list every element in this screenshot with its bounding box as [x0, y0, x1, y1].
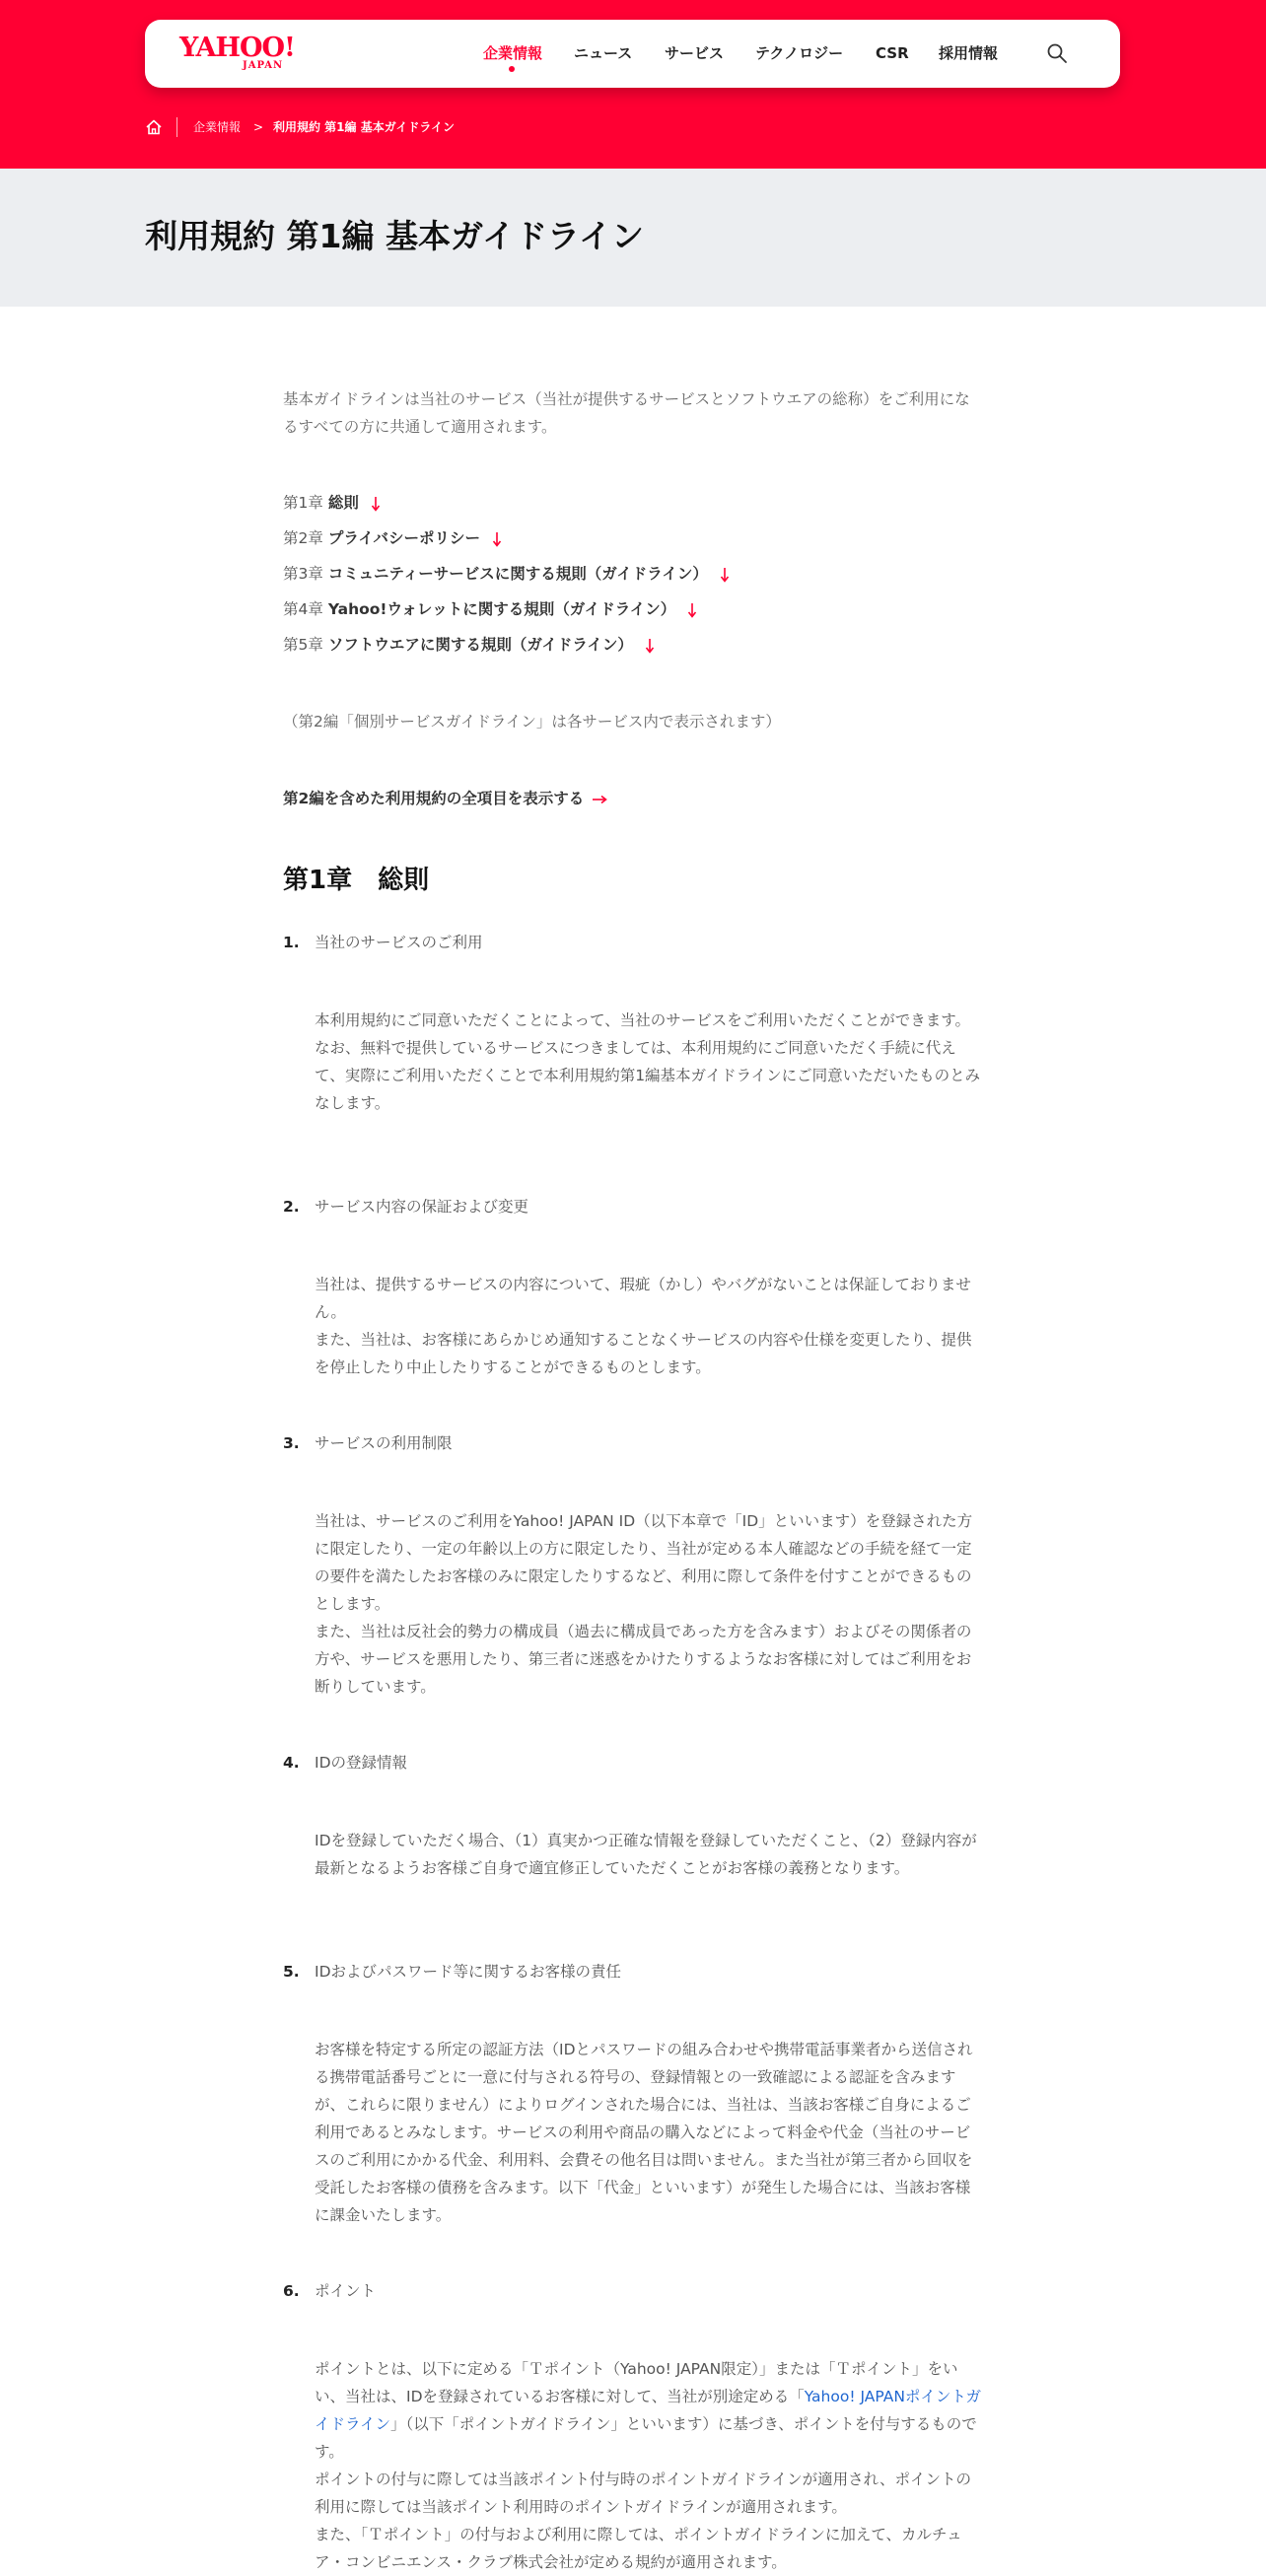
article-paragraph: お客様を特定する所定の認証方法（IDとパスワードの組み合わせや携帯電話事業者から送信される携帯電話番号ごとに一意に付与される符号の、登録情報との一致確認による認証を含みますが、これらに限りません）によりログインされた場合には、当社は、当該お客様ご自身によるご利用であるとみなします。サービスの利用や商品の購入などによって料金や代金（当社のサービスのご利用にかかる代金、利用料、会費その他名目は問いません。また当社が第三者から回収を受託したお客様の債務を含みます。以下「代金」といいます）が発生した場合には、当該お客様に課金いたします。 — [315, 2041, 973, 2224]
article-title: ポイント — [315, 2282, 377, 2300]
header-band — [0, 0, 1266, 169]
article-paragraph: 当社は、提供するサービスの内容について、瑕疵（かし）やバグがないことは保証しておりません。 — [315, 1276, 971, 1321]
toc-item-chapter-4[interactable] — [283, 598, 697, 620]
article-body — [315, 1507, 983, 1701]
article-number: 3. — [283, 1434, 300, 1452]
toc-label: コミュニティーサービスに関する規則（ガイドライン） — [327, 565, 708, 583]
nav-active-indicator — [509, 66, 515, 72]
article-paragraph: ポイントの付与に際しては当該ポイント付与時のポイントガイドラインが適用され、ポイントの利用に際しては当該ポイント利用時のポイントガイドラインが適用されます。 — [315, 2471, 972, 2516]
article-paragraph: また、当社は反社会的勢力の構成員（過去に構成員であった方を含みます）およびその関係者の方や、サービスを悪用したり、第三者に迷惑をかけたりするようなお客様に対してはご利用をお断りしています。 — [315, 1623, 972, 1696]
show-all-label: 第2編を含めた利用規約の全項目を表示する — [283, 790, 585, 807]
toc-label: ソフトウエアに関する規則（ガイドライン） — [327, 636, 633, 654]
home-icon[interactable] — [145, 118, 163, 136]
search-icon[interactable] — [1045, 41, 1069, 65]
article-body — [315, 2355, 983, 2576]
article-paragraph — [315, 2355, 983, 2466]
page-title: 利用規約 第1編 基本ガイドライン — [145, 217, 644, 255]
arrow-down-icon — [492, 531, 502, 547]
toc-label: Yahoo!ウォレットに関する規則（ガイドライン） — [327, 600, 676, 618]
article-title: 当社のサービスのご利用 — [315, 934, 483, 951]
chapter-1-heading: 第1章 総則 — [283, 866, 430, 895]
article-paragraph: 本利用規約にご同意いただくことによって、当社のサービスをご利用いただくことができます。 — [315, 1011, 970, 1029]
article-title: IDの登録情報 — [315, 1754, 408, 1772]
breadcrumb-current: 利用規約 第1編 基本ガイドライン — [273, 120, 455, 134]
article-number: 6. — [283, 2282, 300, 2300]
toc-label: 総則 — [327, 494, 359, 512]
arrow-down-icon — [687, 602, 697, 618]
global-nav — [145, 20, 1120, 88]
yahoo-japan-logo[interactable] — [179, 34, 303, 75]
paragraph-text: 」（以下「ポイントガイドライン」といいます）に基づき、ポイントを付与するものです。 — [315, 2415, 977, 2461]
article-title: IDおよびパスワード等に関するお客様の責任 — [315, 1963, 622, 1981]
toc-prefix: 第3章 — [283, 565, 323, 583]
nav-item-news[interactable]: ニュース — [574, 44, 633, 62]
article-body — [315, 2036, 983, 2229]
article-paragraph: なお、無料で提供しているサービスにつきましては、本利用規約にご同意いただく手続に代えて、実際にご利用いただくことで本利用規約第1編基本ガイドラインにご同意いただいたものとみなします。 — [315, 1039, 981, 1112]
breadcrumb-link-corporate[interactable]: 企業情報 — [193, 120, 242, 134]
arrow-down-icon — [645, 638, 655, 654]
breadcrumb-divider — [176, 117, 177, 137]
logo-subtext: JAPAN — [243, 60, 284, 71]
article-paragraph: IDを登録していただく場合、（1）真実かつ正確な情報を登録していただくこと、（2）登録内容が最新となるようお客様ご自身で適宜修正していただくことがお客様の義務となります。 — [315, 1832, 977, 1877]
paragraph-text: ポイントとは、以下に定める「Ｔポイント（Yahoo! JAPAN限定）」または「Ｔポイント」をいい、当社は、IDを登録されているお客様に対して、当社が別途定める「 — [315, 2360, 958, 2405]
nav-item-technology[interactable]: テクノロジー — [755, 44, 844, 62]
nav-item-corporate-info[interactable]: 企業情報 — [483, 44, 543, 62]
arrow-down-icon — [720, 567, 730, 583]
toc-prefix: 第2章 — [283, 529, 323, 547]
nav-item-services[interactable]: サービス — [665, 44, 725, 62]
article-number: 2. — [283, 1198, 300, 1216]
article-paragraph: 当社は、サービスのご利用をYahoo! JAPAN ID（以下本章で「ID」といいます）を登録された方に限定したり、一定の年齢以上の方に限定したり、当社が定める本人確認などの手続を経て一定の要件を満たしたお客様のみに限定したりするなど、利用に際して条件を付すことができるものとします。 — [315, 1512, 973, 1613]
logo-wordmark: YAHOO! — [179, 33, 295, 63]
show-all-terms-link[interactable] — [283, 787, 607, 810]
article-body — [315, 1007, 983, 1117]
toc-prefix: 第1章 — [283, 494, 323, 512]
arrow-down-icon — [371, 496, 381, 512]
article-number: 5. — [283, 1963, 300, 1981]
points-guideline-link[interactable]: Yahoo! JAPANポイントガイドライン — [315, 2388, 981, 2433]
toc-item-chapter-2[interactable] — [283, 527, 502, 549]
toc-item-chapter-3[interactable] — [283, 563, 730, 585]
article-title: サービスの利用制限 — [315, 1434, 453, 1452]
toc-prefix: 第5章 — [283, 636, 323, 654]
nav-item-csr[interactable]: CSR — [876, 44, 909, 62]
section-2-note: （第2編「個別サービスガイドライン」は各サービス内で表示されます） — [283, 713, 781, 731]
nav-item-recruit[interactable]: 採用情報 — [939, 44, 999, 62]
toc-prefix: 第4章 — [283, 600, 323, 618]
article-body — [315, 1271, 983, 1381]
toc-item-chapter-5[interactable] — [283, 634, 655, 656]
article-paragraph: また、当社は、お客様にあらかじめ通知することなくサービスの内容や仕様を変更したり、提供を停止したり中止したりすることができるものとします。 — [315, 1331, 972, 1376]
article-title: サービス内容の保証および変更 — [315, 1198, 529, 1216]
intro-text: 基本ガイドラインは当社のサービス（当社が提供するサービスとソフトウエアの総称）をご利用になるすべての方に共通して適用されます。 — [283, 390, 970, 436]
article-number: 4. — [283, 1754, 300, 1772]
article-paragraph: また、「Ｔポイント」の付与および利用に際しては、ポイントガイドラインに加えて、カルチュア・コンビニエンス・クラブ株式会社が定める規約が適用されます。 — [315, 2526, 962, 2571]
breadcrumb-chevron: > — [253, 120, 264, 134]
toc-label: プライバシーポリシー — [327, 529, 481, 547]
toc-item-chapter-1[interactable] — [283, 492, 381, 514]
article-number: 1. — [283, 934, 300, 951]
article-body — [315, 1827, 983, 1882]
arrow-right-icon — [592, 795, 607, 804]
